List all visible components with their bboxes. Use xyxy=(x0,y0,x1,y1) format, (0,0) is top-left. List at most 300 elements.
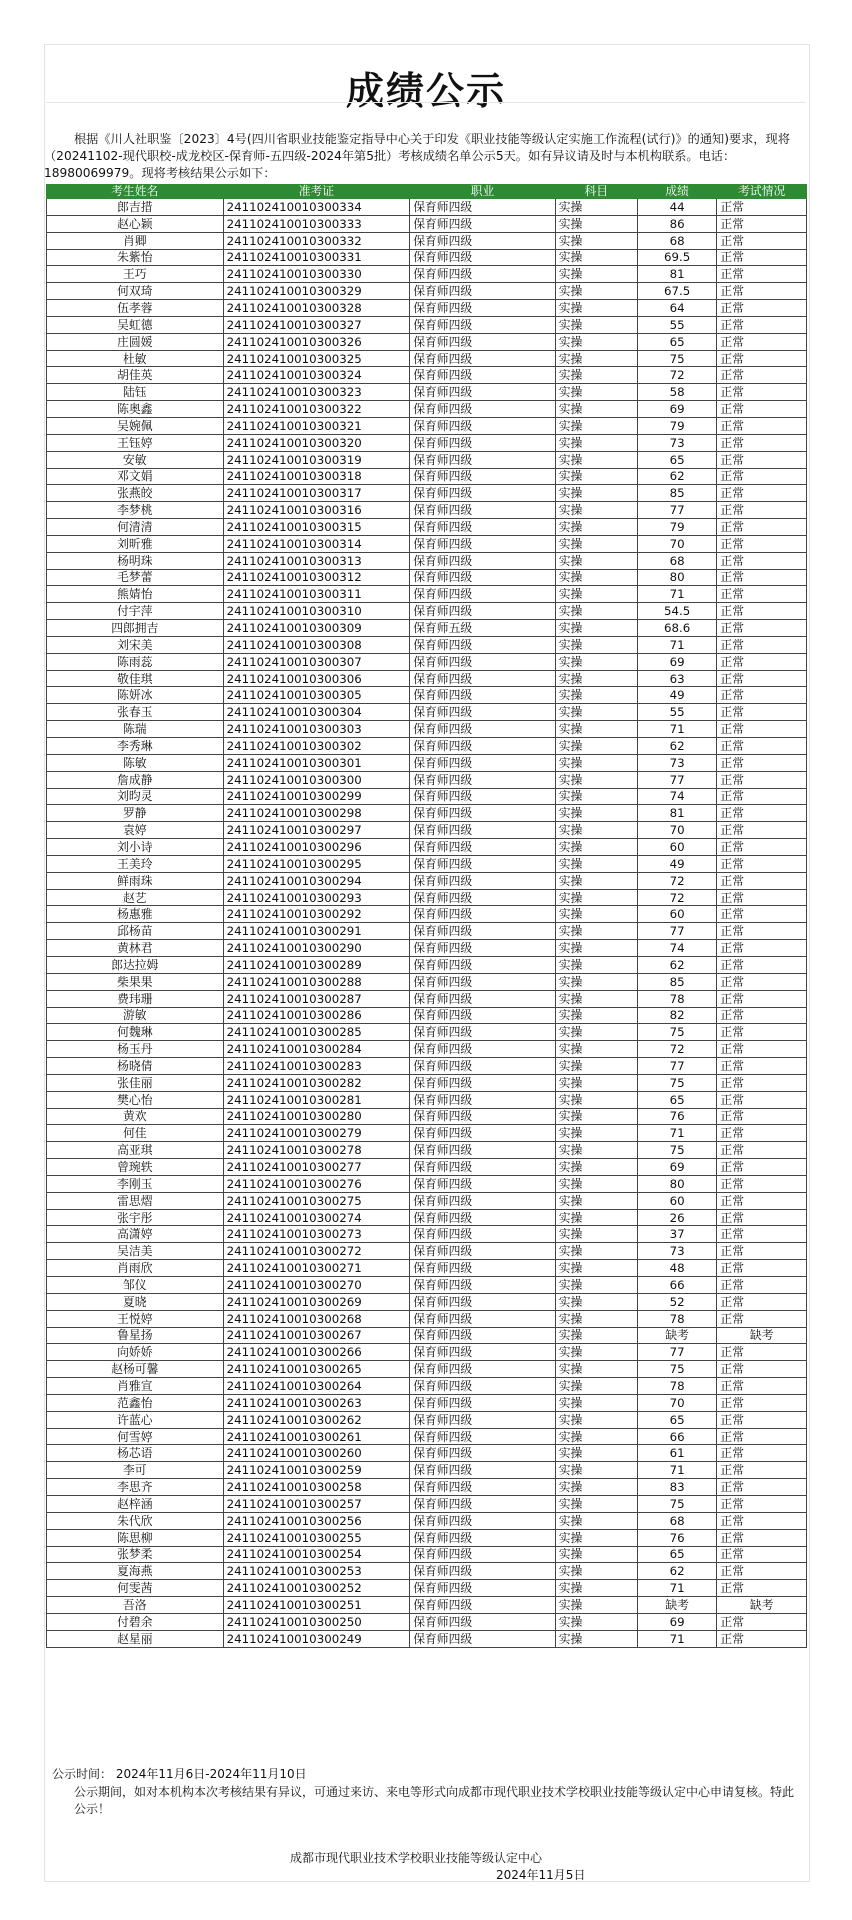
table-row xyxy=(47,721,807,738)
cell-subject: 实操 xyxy=(555,771,637,788)
cell-score: 75 xyxy=(637,1074,717,1091)
cell-name: 杨芯语 xyxy=(47,1445,224,1462)
cell-status: 正常 xyxy=(717,1108,807,1125)
cell-name: 安敏 xyxy=(47,451,224,468)
table-row xyxy=(47,670,807,687)
cell-score: 67.5 xyxy=(637,283,717,300)
cell-subject: 实操 xyxy=(555,906,637,923)
cell-subject: 实操 xyxy=(555,1108,637,1125)
cell-status: 正常 xyxy=(717,822,807,839)
cell-occupation: 保育师四级 xyxy=(410,232,556,249)
cell-subject: 实操 xyxy=(555,738,637,755)
table-row xyxy=(47,1445,807,1462)
table-row xyxy=(47,1613,807,1630)
cell-subject: 实操 xyxy=(555,1074,637,1091)
cell-exam-id: 241102410010300282 xyxy=(223,1074,410,1091)
table-row xyxy=(47,1091,807,1108)
cell-subject: 实操 xyxy=(555,1209,637,1226)
cell-score: 49 xyxy=(637,855,717,872)
table-row xyxy=(47,855,807,872)
cell-name: 陈奥鑫 xyxy=(47,401,224,418)
cell-status: 正常 xyxy=(717,940,807,957)
cell-occupation: 保育师四级 xyxy=(410,687,556,704)
table-row xyxy=(47,1024,807,1041)
cell-subject: 实操 xyxy=(555,199,637,216)
cell-name: 张宇彤 xyxy=(47,1209,224,1226)
cell-exam-id: 241102410010300272 xyxy=(223,1243,410,1260)
cell-subject: 实操 xyxy=(555,839,637,856)
cell-occupation: 保育师四级 xyxy=(410,771,556,788)
cell-status: 正常 xyxy=(717,670,807,687)
cell-exam-id: 241102410010300300 xyxy=(223,771,410,788)
review-note: 公示期间，如对本机构本次考核结果有异议，可通过来访、来电等形式向成都市现代职业技术学校职业技能等级认定中心申请复核。特此公示！ xyxy=(74,1785,795,1816)
cell-exam-id: 241102410010300290 xyxy=(223,940,410,957)
cell-name: 吴婉佩 xyxy=(47,417,224,434)
cell-status: 正常 xyxy=(717,417,807,434)
cell-score: 73 xyxy=(637,434,717,451)
cell-status: 正常 xyxy=(717,1277,807,1294)
cell-status: 正常 xyxy=(717,1226,807,1243)
table-row xyxy=(47,215,807,232)
cell-exam-id: 241102410010300329 xyxy=(223,283,410,300)
cell-score: 71 xyxy=(637,1630,717,1647)
cell-exam-id: 241102410010300295 xyxy=(223,855,410,872)
cell-subject: 实操 xyxy=(555,434,637,451)
cell-status: 正常 xyxy=(717,316,807,333)
cell-subject: 实操 xyxy=(555,1091,637,1108)
cell-status: 正常 xyxy=(717,249,807,266)
cell-exam-id: 241102410010300269 xyxy=(223,1293,410,1310)
cell-score: 69.5 xyxy=(637,249,717,266)
table-row xyxy=(47,872,807,889)
cell-subject: 实操 xyxy=(555,215,637,232)
cell-exam-id: 241102410010300330 xyxy=(223,266,410,283)
cell-status: 正常 xyxy=(717,1361,807,1378)
cell-name: 何魏琳 xyxy=(47,1024,224,1041)
cell-status: 正常 xyxy=(717,754,807,771)
cell-occupation: 保育师四级 xyxy=(410,350,556,367)
cell-occupation: 保育师四级 xyxy=(410,1563,556,1580)
cell-status: 正常 xyxy=(717,1209,807,1226)
table-row xyxy=(47,1327,807,1344)
cell-exam-id: 241102410010300312 xyxy=(223,569,410,586)
cell-score: 77 xyxy=(637,923,717,940)
table-row xyxy=(47,569,807,586)
table-row xyxy=(47,417,807,434)
table-row xyxy=(47,1563,807,1580)
cell-occupation: 保育师四级 xyxy=(410,215,556,232)
cell-status: 正常 xyxy=(717,805,807,822)
header-score: 成绩 xyxy=(637,185,717,199)
cell-occupation: 保育师四级 xyxy=(410,586,556,603)
cell-score: 64 xyxy=(637,300,717,317)
cell-exam-id: 241102410010300270 xyxy=(223,1277,410,1294)
cell-exam-id: 241102410010300296 xyxy=(223,839,410,856)
cell-status: 正常 xyxy=(717,519,807,536)
table-row xyxy=(47,1378,807,1395)
cell-subject: 实操 xyxy=(555,973,637,990)
cell-name: 杨玉丹 xyxy=(47,1041,224,1058)
cell-score: 81 xyxy=(637,266,717,283)
cell-score: 缺考 xyxy=(637,1327,717,1344)
cell-occupation: 保育师四级 xyxy=(410,788,556,805)
cell-status: 正常 xyxy=(717,1260,807,1277)
table-row xyxy=(47,839,807,856)
cell-subject: 实操 xyxy=(555,889,637,906)
cell-subject: 实操 xyxy=(555,1260,637,1277)
table-row xyxy=(47,906,807,923)
cell-name: 樊心怡 xyxy=(47,1091,224,1108)
cell-name: 庄圆媛 xyxy=(47,333,224,350)
cell-occupation: 保育师四级 xyxy=(410,485,556,502)
cell-exam-id: 241102410010300283 xyxy=(223,1058,410,1075)
table-row xyxy=(47,940,807,957)
cell-status: 正常 xyxy=(717,333,807,350)
cell-exam-id: 241102410010300275 xyxy=(223,1192,410,1209)
cell-subject: 实操 xyxy=(555,788,637,805)
cell-subject: 实操 xyxy=(555,1361,637,1378)
cell-name: 曾琬轶 xyxy=(47,1159,224,1176)
cell-exam-id: 241102410010300256 xyxy=(223,1512,410,1529)
table-row xyxy=(47,367,807,384)
cell-name: 肖卿 xyxy=(47,232,224,249)
cell-score: 75 xyxy=(637,1361,717,1378)
cell-score: 71 xyxy=(637,721,717,738)
cell-occupation: 保育师四级 xyxy=(410,636,556,653)
cell-status: 正常 xyxy=(717,603,807,620)
table-row xyxy=(47,502,807,519)
cell-name: 陈思柳 xyxy=(47,1529,224,1546)
cell-subject: 实操 xyxy=(555,636,637,653)
cell-status: 正常 xyxy=(717,906,807,923)
cell-occupation: 保育师四级 xyxy=(410,1361,556,1378)
table-row xyxy=(47,603,807,620)
header-subject: 科目 xyxy=(555,185,637,199)
table-row xyxy=(47,1512,807,1529)
cell-score: 55 xyxy=(637,704,717,721)
cell-name: 邱杨苗 xyxy=(47,923,224,940)
cell-occupation: 保育师四级 xyxy=(410,1007,556,1024)
cell-name: 张春玉 xyxy=(47,704,224,721)
cell-exam-id: 241102410010300304 xyxy=(223,704,410,721)
cell-score: 65 xyxy=(637,451,717,468)
cell-name: 李梦桃 xyxy=(47,502,224,519)
cell-occupation: 保育师四级 xyxy=(410,502,556,519)
cell-score: 62 xyxy=(637,738,717,755)
cell-score: 85 xyxy=(637,973,717,990)
cell-status: 正常 xyxy=(717,1378,807,1395)
cell-subject: 实操 xyxy=(555,417,637,434)
cell-status: 正常 xyxy=(717,1024,807,1041)
cell-score: 75 xyxy=(637,1142,717,1159)
cell-score: 54.5 xyxy=(637,603,717,620)
cell-exam-id: 241102410010300327 xyxy=(223,316,410,333)
cell-subject: 实操 xyxy=(555,1563,637,1580)
cell-name: 张佳丽 xyxy=(47,1074,224,1091)
cell-name: 夏晓 xyxy=(47,1293,224,1310)
table-row xyxy=(47,401,807,418)
cell-exam-id: 241102410010300322 xyxy=(223,401,410,418)
table-row xyxy=(47,687,807,704)
cell-score: 85 xyxy=(637,485,717,502)
cell-status: 正常 xyxy=(717,1074,807,1091)
cell-score: 68 xyxy=(637,1512,717,1529)
cell-occupation: 保育师四级 xyxy=(410,300,556,317)
table-row xyxy=(47,1175,807,1192)
cell-score: 81 xyxy=(637,805,717,822)
cell-name: 李思齐 xyxy=(47,1479,224,1496)
cell-exam-id: 241102410010300251 xyxy=(223,1597,410,1614)
cell-status: 缺考 xyxy=(717,1327,807,1344)
cell-occupation: 保育师四级 xyxy=(410,1074,556,1091)
cell-occupation: 保育师四级 xyxy=(410,805,556,822)
cell-subject: 实操 xyxy=(555,586,637,603)
header-name: 考生姓名 xyxy=(47,185,224,199)
cell-exam-id: 241102410010300271 xyxy=(223,1260,410,1277)
cell-subject: 实操 xyxy=(555,872,637,889)
cell-status: 正常 xyxy=(717,788,807,805)
cell-subject: 实操 xyxy=(555,1277,637,1294)
cell-name: 赵心颖 xyxy=(47,215,224,232)
cell-occupation: 保育师四级 xyxy=(410,1529,556,1546)
cell-status: 正常 xyxy=(717,1142,807,1159)
cell-score: 75 xyxy=(637,1024,717,1041)
cell-score: 65 xyxy=(637,1411,717,1428)
cell-status: 正常 xyxy=(717,973,807,990)
cell-status: 正常 xyxy=(717,1175,807,1192)
cell-status: 正常 xyxy=(717,1310,807,1327)
cell-subject: 实操 xyxy=(555,1580,637,1597)
cell-name: 赵杨可馨 xyxy=(47,1361,224,1378)
cell-score: 71 xyxy=(637,636,717,653)
cell-score: 48 xyxy=(637,1260,717,1277)
cell-score: 72 xyxy=(637,1041,717,1058)
cell-status: 缺考 xyxy=(717,1597,807,1614)
cell-subject: 实操 xyxy=(555,1512,637,1529)
cell-exam-id: 241102410010300253 xyxy=(223,1563,410,1580)
cell-exam-id: 241102410010300292 xyxy=(223,906,410,923)
cell-exam-id: 241102410010300268 xyxy=(223,1310,410,1327)
cell-score: 71 xyxy=(637,586,717,603)
table-row xyxy=(47,636,807,653)
cell-exam-id: 241102410010300259 xyxy=(223,1462,410,1479)
table-row xyxy=(47,704,807,721)
cell-subject: 实操 xyxy=(555,519,637,536)
table-row xyxy=(47,771,807,788)
cell-exam-id: 241102410010300315 xyxy=(223,519,410,536)
cell-name: 雷思熠 xyxy=(47,1192,224,1209)
table-row xyxy=(47,1226,807,1243)
cell-exam-id: 241102410010300279 xyxy=(223,1125,410,1142)
cell-occupation: 保育师四级 xyxy=(410,889,556,906)
cell-name: 何佳 xyxy=(47,1125,224,1142)
cell-subject: 实操 xyxy=(555,1243,637,1260)
table-row xyxy=(47,1243,807,1260)
cell-name: 黄欢 xyxy=(47,1108,224,1125)
cell-occupation: 保育师四级 xyxy=(410,199,556,216)
cell-subject: 实操 xyxy=(555,754,637,771)
cell-status: 正常 xyxy=(717,367,807,384)
cell-status: 正常 xyxy=(717,1613,807,1630)
cell-exam-id: 241102410010300302 xyxy=(223,738,410,755)
cell-subject: 实操 xyxy=(555,451,637,468)
cell-score: 65 xyxy=(637,333,717,350)
cell-subject: 实操 xyxy=(555,468,637,485)
cell-score: 62 xyxy=(637,956,717,973)
cell-exam-id: 241102410010300309 xyxy=(223,620,410,637)
cell-status: 正常 xyxy=(717,266,807,283)
cell-subject: 实操 xyxy=(555,653,637,670)
cell-score: 55 xyxy=(637,316,717,333)
table-row xyxy=(47,249,807,266)
table-row xyxy=(47,822,807,839)
cell-score: 63 xyxy=(637,670,717,687)
cell-exam-id: 241102410010300307 xyxy=(223,653,410,670)
cell-status: 正常 xyxy=(717,1495,807,1512)
cell-occupation: 保育师四级 xyxy=(410,704,556,721)
cell-occupation: 保育师四级 xyxy=(410,1159,556,1176)
cell-occupation: 保育师四级 xyxy=(410,468,556,485)
cell-name: 陈雨蕊 xyxy=(47,653,224,670)
cell-score: 78 xyxy=(637,1378,717,1395)
cell-occupation: 保育师四级 xyxy=(410,316,556,333)
table-row xyxy=(47,1344,807,1361)
table-row xyxy=(47,1630,807,1647)
cell-exam-id: 241102410010300273 xyxy=(223,1226,410,1243)
cell-exam-id: 241102410010300263 xyxy=(223,1394,410,1411)
cell-name: 胡佳英 xyxy=(47,367,224,384)
table-row xyxy=(47,384,807,401)
cell-occupation: 保育师四级 xyxy=(410,906,556,923)
cell-occupation: 保育师四级 xyxy=(410,1226,556,1243)
cell-status: 正常 xyxy=(717,1580,807,1597)
cell-exam-id: 241102410010300277 xyxy=(223,1159,410,1176)
cell-subject: 实操 xyxy=(555,687,637,704)
cell-exam-id: 241102410010300262 xyxy=(223,1411,410,1428)
cell-subject: 实操 xyxy=(555,1630,637,1647)
cell-score: 78 xyxy=(637,990,717,1007)
cell-name: 王巧 xyxy=(47,266,224,283)
cell-exam-id: 241102410010300326 xyxy=(223,333,410,350)
cell-score: 60 xyxy=(637,906,717,923)
cell-occupation: 保育师四级 xyxy=(410,1209,556,1226)
cell-score: 61 xyxy=(637,1445,717,1462)
table-row xyxy=(47,754,807,771)
cell-occupation: 保育师四级 xyxy=(410,1479,556,1496)
cell-name: 杨晓倩 xyxy=(47,1058,224,1075)
cell-status: 正常 xyxy=(717,1293,807,1310)
cell-name: 赵艺 xyxy=(47,889,224,906)
cell-score: 74 xyxy=(637,940,717,957)
cell-score: 70 xyxy=(637,822,717,839)
cell-status: 正常 xyxy=(717,384,807,401)
cell-status: 正常 xyxy=(717,704,807,721)
cell-name: 袁婷 xyxy=(47,822,224,839)
cell-occupation: 保育师四级 xyxy=(410,1024,556,1041)
cell-exam-id: 241102410010300301 xyxy=(223,754,410,771)
cell-subject: 实操 xyxy=(555,1058,637,1075)
cell-status: 正常 xyxy=(717,199,807,216)
cell-occupation: 保育师四级 xyxy=(410,1428,556,1445)
cell-occupation: 保育师四级 xyxy=(410,956,556,973)
cell-score: 79 xyxy=(637,417,717,434)
cell-name: 敬佳琪 xyxy=(47,670,224,687)
cell-occupation: 保育师四级 xyxy=(410,569,556,586)
cell-name: 夏海燕 xyxy=(47,1563,224,1580)
cell-subject: 实操 xyxy=(555,300,637,317)
cell-status: 正常 xyxy=(717,687,807,704)
cell-occupation: 保育师四级 xyxy=(410,1142,556,1159)
cell-occupation: 保育师四级 xyxy=(410,1344,556,1361)
cell-score: 68.6 xyxy=(637,620,717,637)
cell-status: 正常 xyxy=(717,1344,807,1361)
cell-exam-id: 241102410010300317 xyxy=(223,485,410,502)
cell-score: 72 xyxy=(637,889,717,906)
cell-status: 正常 xyxy=(717,1159,807,1176)
cell-exam-id: 241102410010300286 xyxy=(223,1007,410,1024)
cell-name: 高潇婷 xyxy=(47,1226,224,1243)
cell-exam-id: 241102410010300316 xyxy=(223,502,410,519)
table-row xyxy=(47,1159,807,1176)
cell-score: 76 xyxy=(637,1108,717,1125)
cell-exam-id: 241102410010300305 xyxy=(223,687,410,704)
cell-score: 79 xyxy=(637,519,717,536)
cell-status: 正常 xyxy=(717,1479,807,1496)
table-row xyxy=(47,1007,807,1024)
cell-occupation: 保育师四级 xyxy=(410,754,556,771)
cell-exam-id: 241102410010300288 xyxy=(223,973,410,990)
cell-occupation: 保育师四级 xyxy=(410,1597,556,1614)
cell-occupation: 保育师四级 xyxy=(410,603,556,620)
cell-subject: 实操 xyxy=(555,1597,637,1614)
cell-occupation: 保育师四级 xyxy=(410,670,556,687)
cell-status: 正常 xyxy=(717,653,807,670)
cell-occupation: 保育师四级 xyxy=(410,855,556,872)
cell-occupation: 保育师四级 xyxy=(410,1310,556,1327)
cell-score: 58 xyxy=(637,384,717,401)
cell-occupation: 保育师四级 xyxy=(410,401,556,418)
cell-score: 26 xyxy=(637,1209,717,1226)
cell-score: 75 xyxy=(637,350,717,367)
cell-exam-id: 241102410010300333 xyxy=(223,215,410,232)
table-row xyxy=(47,434,807,451)
cell-score: 68 xyxy=(637,552,717,569)
table-row xyxy=(47,889,807,906)
table-row xyxy=(47,468,807,485)
cell-exam-id: 241102410010300303 xyxy=(223,721,410,738)
cell-score: 65 xyxy=(637,1546,717,1563)
table-row xyxy=(47,1125,807,1142)
cell-status: 正常 xyxy=(717,1546,807,1563)
table-row xyxy=(47,1462,807,1479)
cell-occupation: 保育师四级 xyxy=(410,249,556,266)
cell-subject: 实操 xyxy=(555,956,637,973)
cell-subject: 实操 xyxy=(555,1378,637,1395)
cell-occupation: 保育师四级 xyxy=(410,1327,556,1344)
cell-subject: 实操 xyxy=(555,1462,637,1479)
cell-occupation: 保育师四级 xyxy=(410,1580,556,1597)
cell-occupation: 保育师五级 xyxy=(410,620,556,637)
cell-status: 正常 xyxy=(717,1243,807,1260)
cell-status: 正常 xyxy=(717,451,807,468)
cell-status: 正常 xyxy=(717,771,807,788)
cell-exam-id: 241102410010300287 xyxy=(223,990,410,1007)
cell-subject: 实操 xyxy=(555,1495,637,1512)
table-row xyxy=(47,586,807,603)
cell-exam-id: 241102410010300255 xyxy=(223,1529,410,1546)
cell-occupation: 保育师四级 xyxy=(410,1041,556,1058)
cell-score: 73 xyxy=(637,754,717,771)
